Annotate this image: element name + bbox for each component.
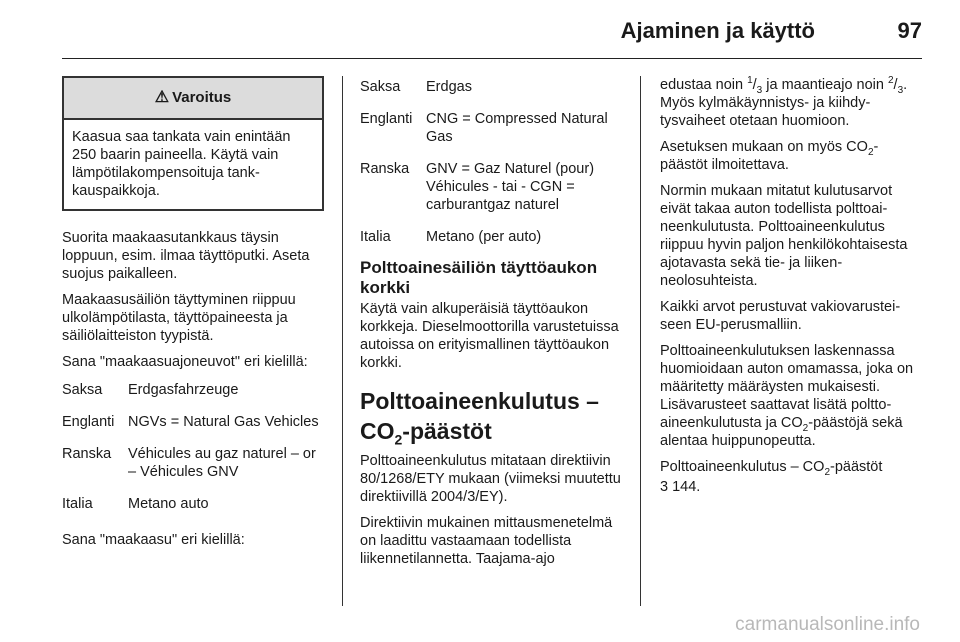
paragraph: Normin mukaan mitatut kulutusarvot eivät takaa auton todellista polttoaineenkulutusta. Polttoaineenkulutus riippuu hyvin paljon henkilökohtaisesta ajotavasta sekä tie- ja liikenneolosuhteista. bbox=[660, 183, 908, 289]
header-divider bbox=[62, 58, 922, 59]
paragraph: Käytä vain alkuperäisiä täyttöaukon korkkeja. Dieselmoottorilla varustetuissa autoissa on erityismallinen täyttöaukon korkki. bbox=[360, 301, 619, 371]
table-row bbox=[62, 411, 324, 443]
term-cell: Metano auto bbox=[128, 496, 209, 512]
table-row bbox=[62, 443, 324, 493]
paragraph bbox=[660, 458, 925, 476]
text-run: Polttoaineenkulutuksen laskennassa huomioidaan auton omamassa, joka on määritetty määräysten mukaisesti. Lisävarusteet saattavat lisätä polttoaineenkulutusta ja CO bbox=[660, 343, 914, 431]
reference-page: 144. bbox=[668, 479, 701, 495]
term-cell: Erdgasfahrzeuge bbox=[128, 382, 239, 398]
fraction-denominator: 3 bbox=[756, 84, 763, 96]
text-run: . Myös kylmäkäynnistys- ja kiihdytysvaiheet otetaan huomioon. bbox=[660, 77, 908, 129]
column-3 bbox=[660, 76, 925, 504]
country-cell: Englanti bbox=[360, 111, 413, 127]
country-cell: Italia bbox=[62, 496, 93, 512]
column-divider-2 bbox=[640, 76, 641, 606]
fraction-numerator: 2 bbox=[887, 75, 894, 87]
term-cell: CNG = Compressed Natural Gas bbox=[426, 111, 608, 145]
table-row bbox=[360, 226, 624, 250]
warning-body: Kaasua saa tankata vain enintään 250 baarin paineella. Käytä vain lämpötilakompensoituja tankkauspaikkoja. bbox=[72, 129, 291, 199]
text-run: Asetuksen mukaan on myös CO bbox=[660, 139, 868, 155]
warning-box bbox=[62, 76, 324, 211]
page-title: Ajaminen ja käyttö bbox=[620, 18, 815, 43]
paragraph: Direktiivin mukainen mittausmenetelmä on laadittu vastaamaan todellista liikennetilannetta. Taajama-ajo bbox=[360, 515, 613, 567]
text-run: edustaa noin bbox=[660, 77, 748, 93]
table-row bbox=[360, 158, 624, 226]
fraction-denominator: 3 bbox=[897, 84, 904, 96]
subscript: 2 bbox=[867, 146, 874, 158]
column-divider-1 bbox=[342, 76, 343, 606]
table-row bbox=[360, 108, 624, 158]
page-reference[interactable] bbox=[660, 478, 925, 496]
warning-triangle-icon: ⚠ bbox=[154, 89, 170, 106]
table-row bbox=[62, 493, 324, 517]
section-heading-fuel-consumption bbox=[360, 386, 624, 446]
watermark: carmanualsonline.info bbox=[735, 614, 920, 635]
paragraph: Suorita maakaasutankkaus täysin loppuun, esim. ilmaa täyttöputki. Aseta suojus paikalleen. bbox=[62, 230, 310, 282]
column-1 bbox=[62, 76, 324, 557]
country-cell: Englanti bbox=[62, 414, 115, 430]
subscript: 2 bbox=[824, 466, 830, 478]
country-cell: Italia bbox=[360, 229, 391, 245]
text-run: -päästöt bbox=[830, 459, 883, 475]
section-heading-fuel-cap: Polttoainesäiliön täyttöaukon korkki bbox=[360, 258, 598, 297]
paragraph: Sana "maakaasu" eri kielillä: bbox=[62, 532, 245, 548]
paragraph: Sana "maakaasuajoneuvot" eri kielillä: bbox=[62, 354, 308, 370]
text-run: -päästöt ilmoitettava. bbox=[660, 139, 879, 173]
term-cell: Véhicules au gaz naturel – or – Véhicules GNV bbox=[128, 446, 316, 480]
table-row bbox=[360, 76, 624, 108]
paragraph: Polttoaineenkulutus mitataan direktiivin 80/1268/ETY mukaan (viimeksi muutettu direktiivillä 2004/3/EY). bbox=[360, 453, 621, 505]
paragraph bbox=[660, 138, 925, 174]
paragraph: Kaikki arvot perustuvat vakiovarusteiseen EU-perusmalliin. bbox=[660, 299, 901, 333]
table-row bbox=[62, 379, 324, 411]
heading-line-1: Polttoaineenkulutus – bbox=[360, 388, 599, 414]
page-number: 97 bbox=[897, 18, 922, 43]
reference-arrow-icon: 3 bbox=[660, 479, 669, 495]
paragraph: edustaa noin $^1/_3$ ja maantieajo noin $^2/_3$. Myös kylmäkäynnistys- ja kiihdytysvaiheet otetaan huomioon. bbox=[660, 75, 908, 129]
country-cell: Ranska bbox=[62, 446, 112, 462]
country-cell: Ranska bbox=[360, 161, 410, 177]
column-2 bbox=[360, 76, 624, 576]
vehicle-term-table bbox=[62, 379, 324, 517]
paragraph bbox=[660, 342, 925, 450]
term-cell: Metano (per auto) bbox=[426, 229, 542, 245]
subscript: 2 bbox=[802, 422, 809, 434]
term-cell: NGVs = Natural Gas Vehicles bbox=[128, 414, 319, 430]
term-cell: GNV = Gaz Naturel (pour) Véhicules - tai - CGN = carburantgaz naturel bbox=[426, 161, 595, 213]
warning-header bbox=[64, 78, 322, 120]
text-run: Polttoaineenkulutus – CO bbox=[660, 459, 825, 475]
gas-term-table bbox=[360, 76, 624, 250]
warning-title: Varoitus bbox=[172, 89, 232, 106]
term-cell: Erdgas bbox=[426, 79, 472, 95]
fraction-numerator: 1 bbox=[747, 75, 753, 87]
text-run: ja maantieajo noin bbox=[762, 77, 888, 93]
country-cell: Saksa bbox=[360, 79, 401, 95]
paragraph: Maakaasusäiliön täyttyminen riippuu ulkolämpötilasta, täyttöpaineesta ja säiliölaitteiston tyypistä. bbox=[62, 292, 296, 344]
heading-co: CO bbox=[360, 418, 395, 444]
heading-subscript: 2 bbox=[394, 431, 403, 448]
text-run: -päästöjä sekä alentaa huippunopeutta. bbox=[660, 415, 903, 449]
heading-suffix: -päästöt bbox=[402, 418, 492, 444]
country-cell: Saksa bbox=[62, 382, 103, 398]
